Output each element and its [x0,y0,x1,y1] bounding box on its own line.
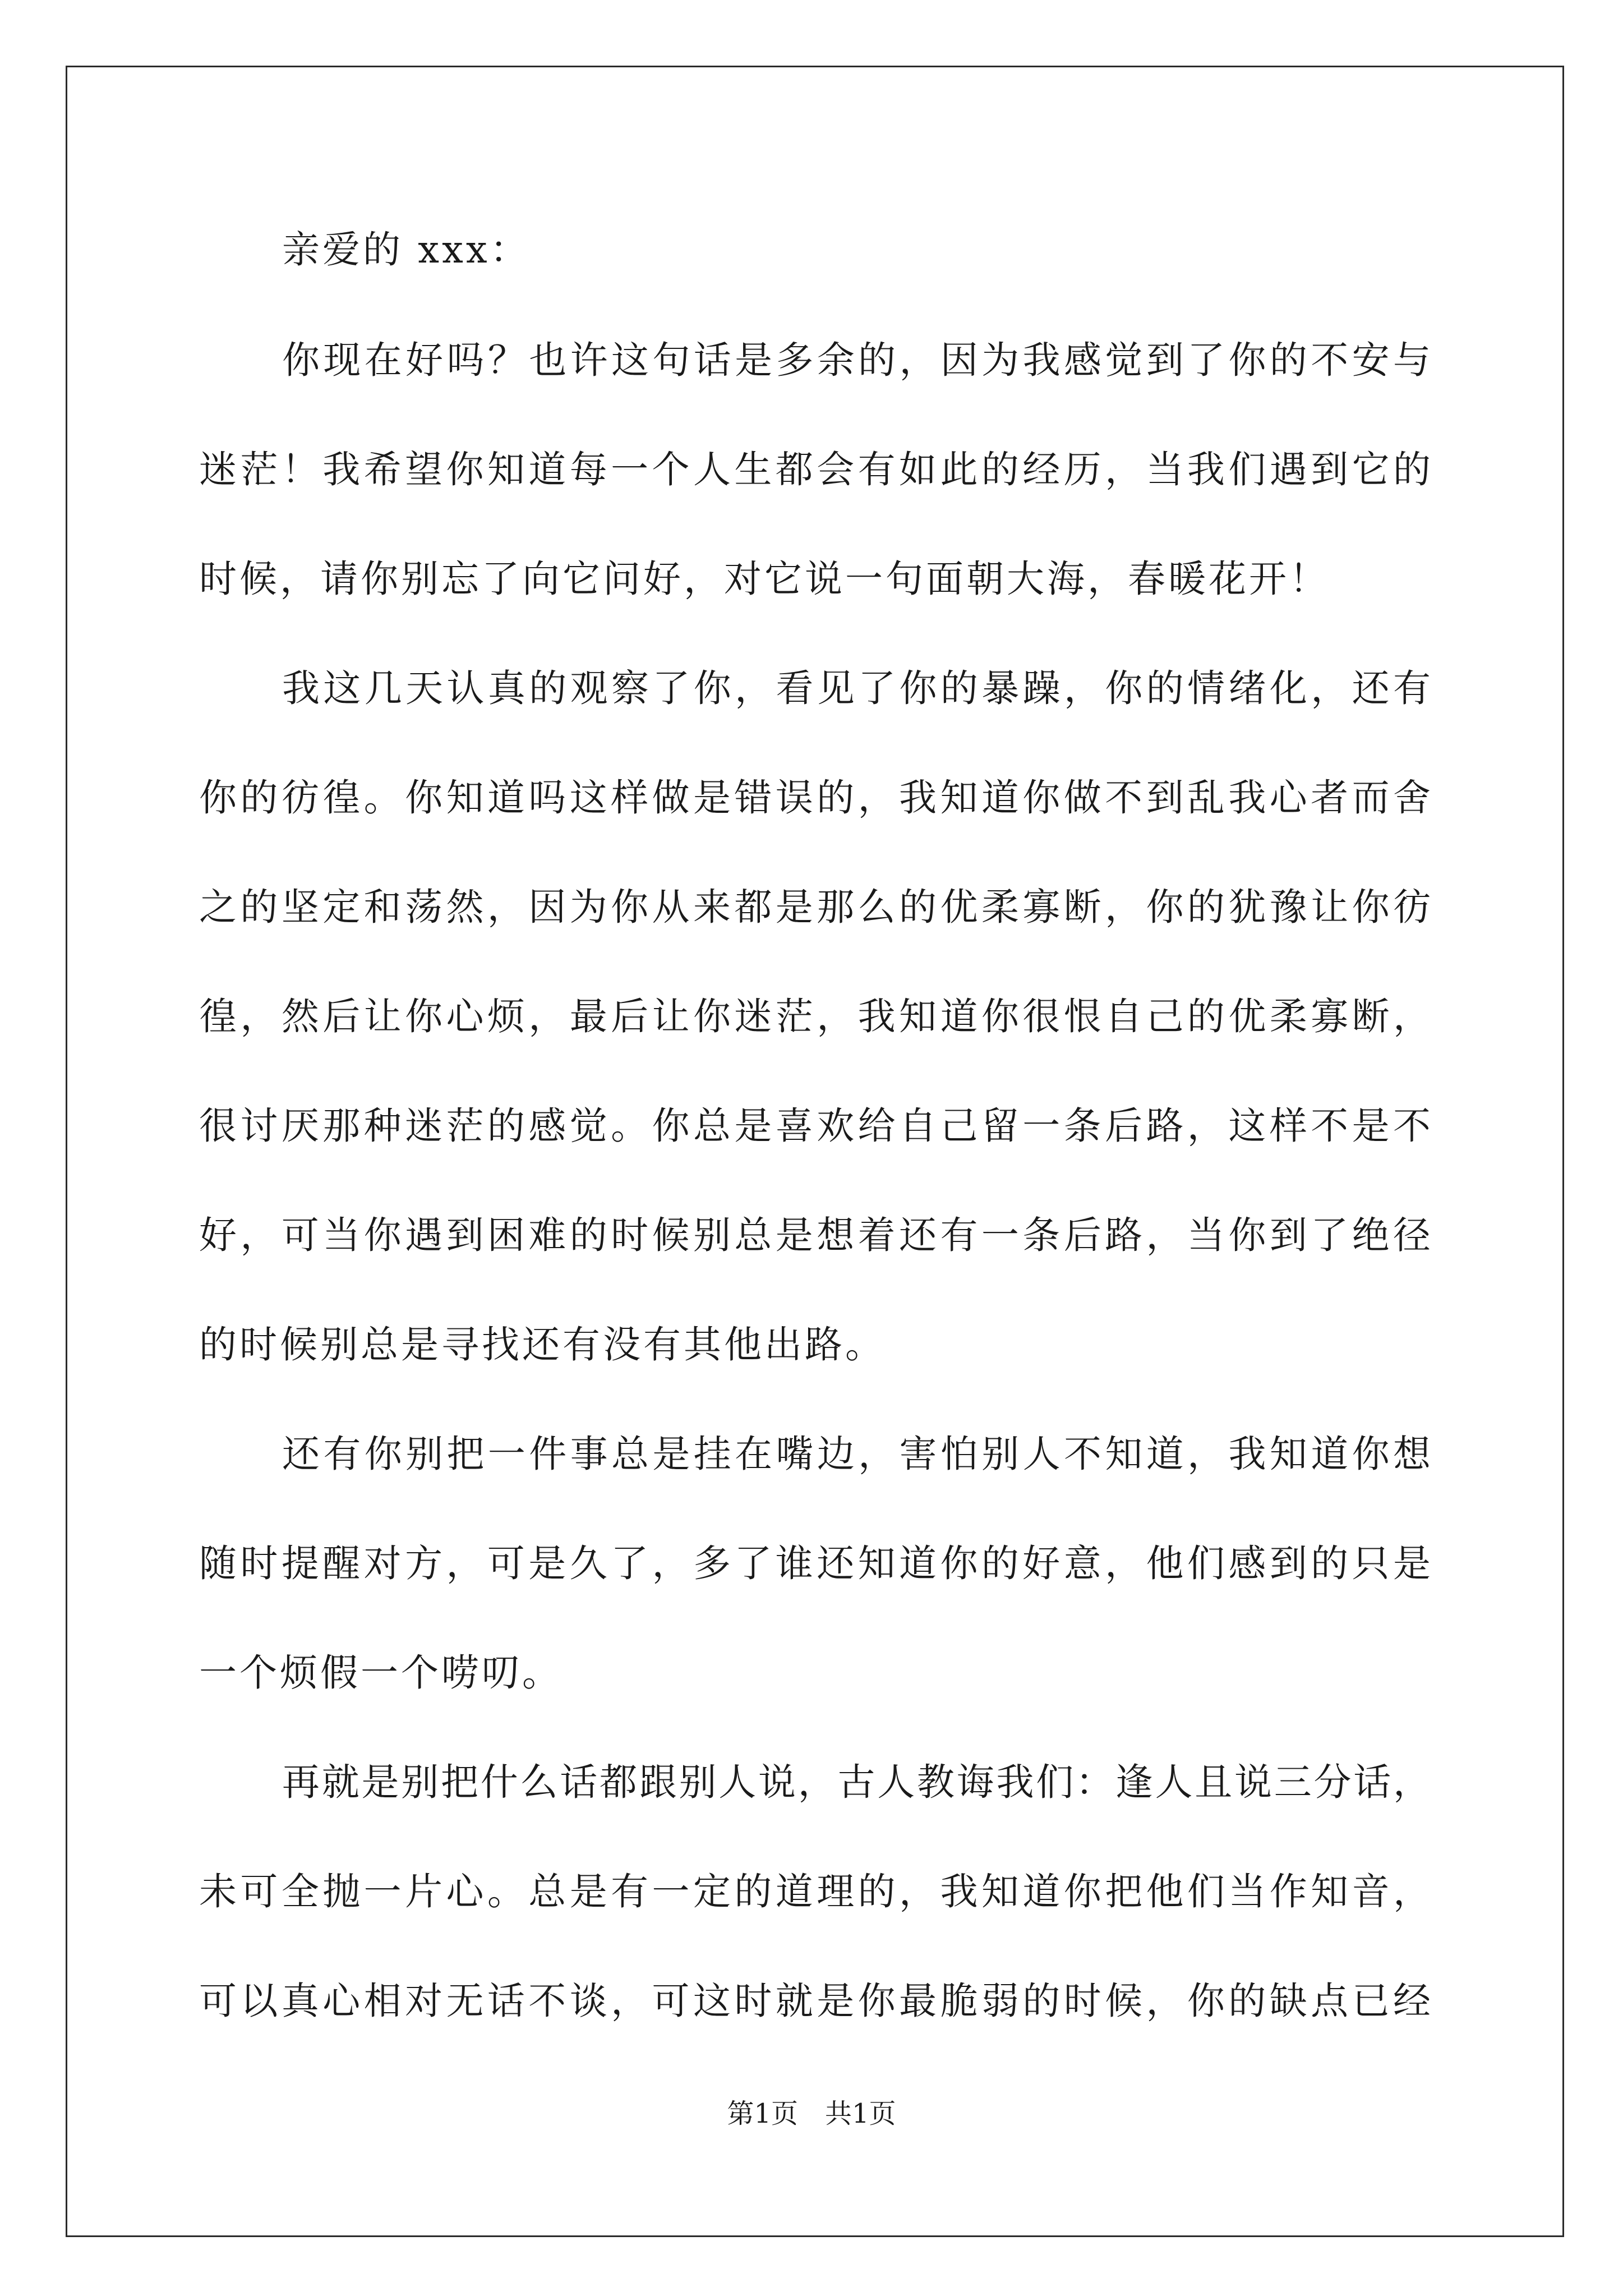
page-number-footer: 第1页 共1页 [727,2098,896,2129]
paragraph-line: 很讨厌那种迷茫的感觉。你总是喜欢给自己留一条后路，这样不是不 [199,1104,1431,1148]
paragraph-line: 随时提醒对方，可是久了，多了谁还知道你的好意，他们感到的只是 [199,1542,1431,1585]
letter-greeting: 亲爱的 xxx： [282,228,531,272]
paragraph-line: 徨，然后让你心烦，最后让你迷茫，我知道你很恨自己的优柔寡断， [199,995,1431,1038]
paragraph-line: 迷茫！我希望你知道每一个人生都会有如此的经历，当我们遇到它的 [199,448,1431,491]
paragraph-line: 的时候别总是寻找还有没有其他出路。 [199,1323,886,1366]
paragraph-line: 再就是别把什么话都跟别人说，古人教诲我们：逢人且说三分话， [282,1760,1431,1804]
paragraph-line: 我这几天认真的观察了你，看见了你的暴躁，你的情绪化，还有 [282,666,1431,710]
paragraph-line: 你现在好吗？也许这句话是多余的，因为我感觉到了你的不安与 [282,338,1431,382]
paragraph-line: 之的坚定和荡然，因为你从来都是那么的优柔寡断，你的犹豫让你彷 [199,885,1431,929]
paragraph-line: 好，可当你遇到困难的时候别总是想着还有一条后路，当你到了绝径 [199,1213,1431,1257]
paragraph-line: 时候，请你别忘了向它问好，对它说一句面朝大海，春暖花开！ [199,557,1330,601]
paragraph-line: 一个烦假一个唠叨。 [199,1651,562,1695]
paragraph-line: 可以真心相对无话不谈，可这时就是你最脆弱的时候，你的缺点已经 [199,1979,1431,2023]
paragraph-line: 你的彷徨。你知道吗这样做是错误的，我知道你做不到乱我心者而舍 [199,776,1431,820]
paragraph-line: 未可全抛一片心。总是有一定的道理的，我知道你把他们当作知音， [199,1870,1431,1913]
paragraph-line: 还有你别把一件事总是挂在嘴边，害怕别人不知道，我知道你想 [282,1432,1431,1476]
